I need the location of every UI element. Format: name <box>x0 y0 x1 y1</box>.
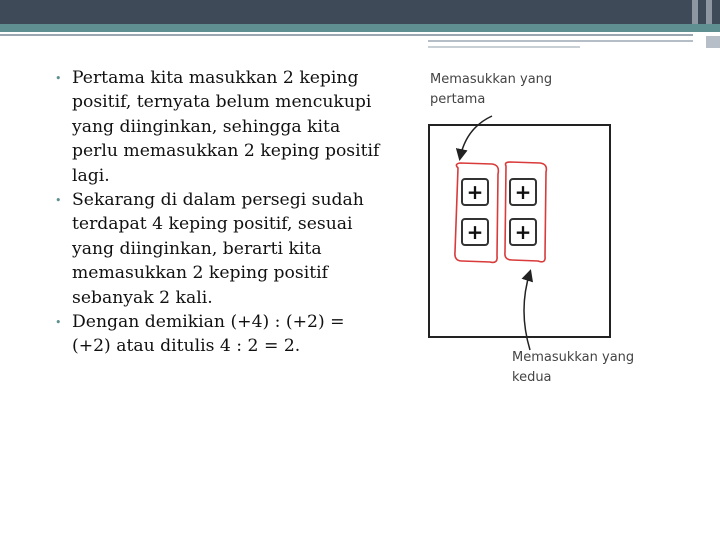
bullet-list <box>52 66 382 359</box>
bullet-text: Sekarang di dalam persegi sudah terdapat 4 keping positif, sesuai yang diinginkan, berarti kita memasukkan 2 keping positif sebanyak 2 kali. <box>72 190 364 308</box>
tile-figure <box>420 64 650 404</box>
bullet-item <box>52 66 382 188</box>
divider-line <box>0 34 693 36</box>
bullet-marker: • <box>55 194 62 208</box>
top-bar-tab <box>706 0 712 24</box>
bullet-marker: • <box>55 316 62 330</box>
divider-line <box>428 46 580 48</box>
group-outline-right <box>505 162 547 262</box>
arrow-second <box>524 272 530 350</box>
bullet-marker: • <box>55 72 62 85</box>
positive-tile: + <box>509 178 537 206</box>
slide-accent-bar <box>0 24 720 32</box>
bullet-item <box>52 310 382 359</box>
divider-line <box>428 40 693 42</box>
positive-tile: + <box>461 178 489 206</box>
bullet-item <box>52 188 382 310</box>
bullet-text: Dengan demikian (+4) : (+2) = (+2) atau ditulis 4 : 2 = 2. <box>72 312 345 357</box>
bullet-text: Pertama kita masukkan 2 keping positif, ternyata belum mencukupi yang diinginkan, sehingga kita perlu memasukkan 2 keping positif lagi. <box>72 68 380 186</box>
arrow-first <box>460 116 492 158</box>
top-bar-tab <box>692 0 698 24</box>
label-second-insert: Memasukkan yang kedua <box>512 350 635 385</box>
label-first-insert: Memasukkan yang pertama <box>430 72 553 107</box>
corner-decoration <box>706 36 720 48</box>
slide-top-bar <box>0 0 720 24</box>
positive-tile: + <box>509 218 537 246</box>
positive-tile: + <box>461 218 489 246</box>
